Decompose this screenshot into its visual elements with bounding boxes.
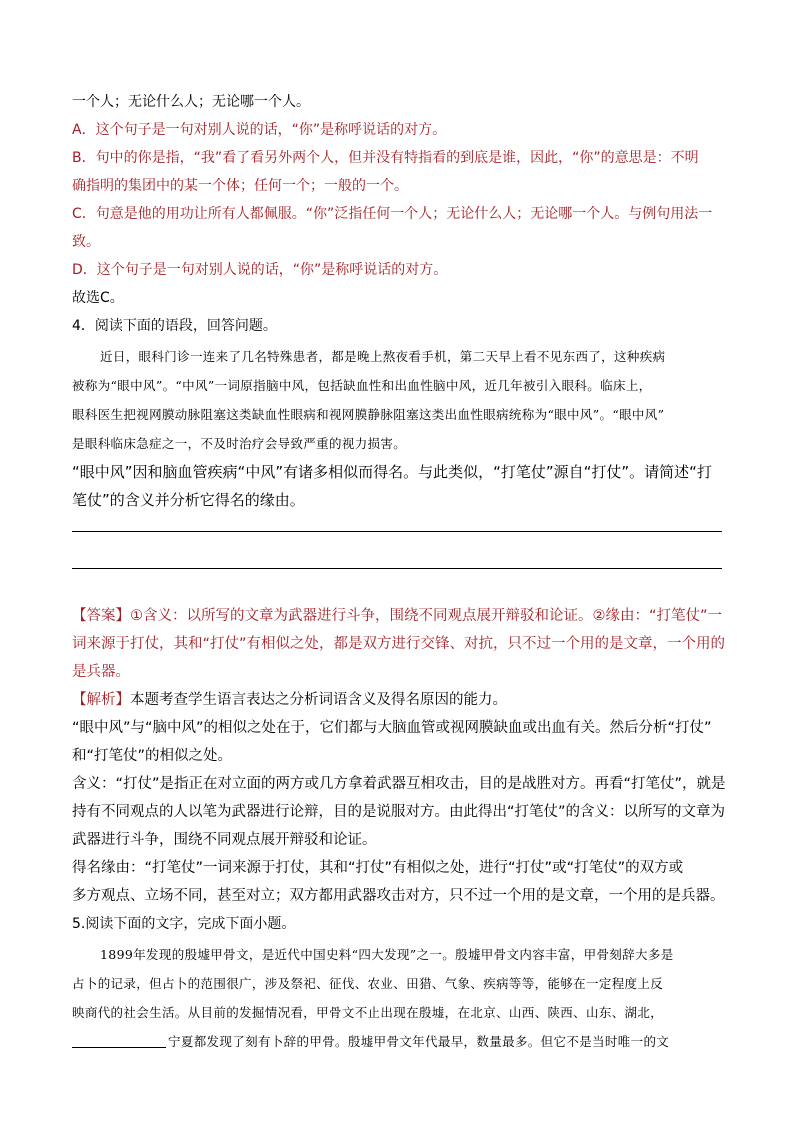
passage-line: 近日，眼科门诊一连来了几名特殊患者，都是晚上熬夜看手机，第二天早上看不见东西了，这种疾病: [100, 349, 666, 364]
option-c-line-2: 致。: [72, 234, 100, 250]
answer-tag: 【答案】: [72, 608, 130, 624]
question-5-passage: [72, 940, 722, 1056]
question-5-title: 5.阅读下面的文字，完成下面小题。: [72, 916, 296, 932]
passage-line: 1899年发现的殷墟甲骨文，是近代中国史料“四大发现”之一。殷墟甲骨文内容丰富，甲骨刻辞大多是: [100, 947, 674, 962]
analysis-tag: 【解析】: [72, 692, 130, 708]
document-page: [72, 88, 726, 1056]
option-a: A．这个句子是一句对别人说的话，“你”是称呼说话的对方。: [72, 122, 447, 138]
answer-continuation: 一个人；无论什么人；无论哪一个人。: [72, 94, 310, 110]
analysis-line-5: 持有不同观点的人以笔为武器进行论辩，目的是说服对方。由此得出“打笔仗”的含义：以所写的文章为: [72, 804, 726, 820]
analysis-line-2: “眼中风”与“脑中风”的相似之处在于，它们都与大脑血管或视网膜缺血或出血有关。然后分析“打仗”: [72, 720, 712, 736]
passage-text: 宁夏都发现了刻有卜辞的甲骨。殷墟甲骨文年代最早，数量最多。但它不是当时唯一的文: [168, 1034, 670, 1049]
passage-line: 眼科医生把视网膜动脉阻塞这类缺血性眼病和视网膜静脉阻塞这类出血性眼病统称为“眼中风”。“眼中风”: [72, 407, 665, 422]
option-c-line-1: C．句意是他的用功让所有人都佩服。“你”泛指任何一个人；无论什么人；无论哪一个人。与例句用法一: [72, 206, 713, 222]
analysis-line-1: [72, 686, 722, 714]
option-b-line-2: 确指明的集团中的某一个体；任何一个；一般的一个。: [72, 178, 408, 194]
option-b-line-1: B．句中的你是指，“我”看了看另外两个人，但并没有特指看的到底是谁，因此，“你”的意思是：不明: [72, 150, 699, 166]
analysis-line-4: 含义：“打仗”是指正在对立面的两方或几方拿着武器互相攻击，目的是战胜对方。再看“打笔仗”，就是: [72, 776, 726, 792]
option-d: D．这个句子是一句对别人说的话，“你”是称呼说话的对方。: [72, 262, 448, 278]
passage-line: 被称为“眼中风”。“中风”一词原指脑中风，包括缺血性和出血性脑中风，近几年被引入眼科。临床上，: [72, 378, 652, 393]
answer-text: ①含义：以所写的文章为武器进行斗争，围绕不同观点展开辩驳和论证。②缘由：“打笔仗”一: [130, 608, 723, 624]
question-4-passage: [72, 342, 722, 458]
analysis-text: 本题考查学生语言表达之分析词语含义及得名原因的能力。: [130, 692, 507, 708]
question-4-title: 4．阅读下面的语段，回答问题。: [72, 318, 277, 334]
analysis-line-6: 武器进行斗争，围绕不同观点展开辩驳和论证。: [72, 832, 377, 848]
answer-paragraph-line-1: [72, 602, 722, 630]
analysis-line-3: 和“打笔仗”的相似之处。: [72, 748, 233, 764]
answer-paragraph-line-3: 是兵器。: [72, 664, 130, 680]
question-4-prompt-line-1: “眼中风”因和脑血管疾病“中风”有诸多相似而得名。与此类似，“打笔仗”源自“打仗”。请简述“打: [72, 463, 712, 481]
choice-conclusion: 故选C。: [72, 290, 124, 306]
passage-line: 占卜的记录，但占卜的范围很广，涉及祭祀、征伐、农业、田猎、气象、疾病等等，能够在一定程度上反: [72, 976, 664, 991]
analysis-line-7: 得名缘由：“打笔仗”一词来源于打仗，其和“打仗”有相似之处，进行“打仗”或“打笔仗”的双方或: [72, 860, 684, 876]
passage-line: 是眼科临床急症之一，不及时治疗会导致严重的视力损害。: [72, 436, 407, 451]
analysis-line-8: 多方观点、立场不同，甚至对立；双方都用武器攻击对方，只不过一个用的是文章，一个用的是兵器。: [72, 888, 725, 904]
passage-line-with-blank: [72, 1027, 722, 1056]
answer-paragraph-line-2: 词来源于打仗，其和“打仗”有相似之处，都是双方进行交锋、对抗，只不过一个用的是文章，一个用的: [72, 636, 726, 652]
passage-line: 映商代的社会生活。从目前的发掘情况看，甲骨文不止出现在殷墟，在北京、山西、陕西、山东、湖北，: [72, 1005, 664, 1020]
fill-in-blank[interactable]: [72, 1033, 166, 1048]
question-4-prompt-line-2: 笔仗”的含义并分析它得名的缘由。: [72, 491, 305, 509]
